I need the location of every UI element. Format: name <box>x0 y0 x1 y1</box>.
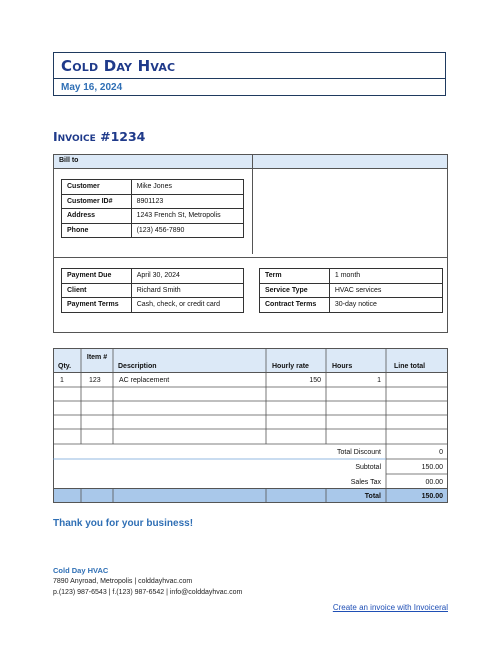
address-value: 1243 French St, Metropolis <box>131 209 243 224</box>
invoice-date: May 16, 2024 <box>61 82 123 93</box>
payment-terms-label: Payment Terms <box>62 298 132 313</box>
create-invoice-link[interactable]: Create an invoice with Invoiceral <box>332 603 448 612</box>
customer-id-value: 8901123 <box>131 194 243 209</box>
service-type-value: HVAC services <box>329 283 442 298</box>
footer-address-line: 7890 Anyroad, Metropolis | colddayhvac.com <box>53 578 193 585</box>
phone-label: Phone <box>62 223 132 238</box>
payment-terms-value: Cash, check, or credit card <box>131 298 243 313</box>
table-row <box>62 298 244 313</box>
contract-terms-value: 30-day notice <box>329 298 442 313</box>
term-label: Term <box>260 269 330 284</box>
header-item-number: Item # <box>86 354 108 361</box>
service-type-label: Service Type <box>260 283 330 298</box>
bill-to-label: Bill to <box>59 157 79 164</box>
customer-value: Mike Jones <box>131 180 243 195</box>
phone-value: (123) 456-7890 <box>131 223 243 238</box>
service-table <box>259 268 443 313</box>
invoice-number-title: Invoice #1234 <box>53 129 146 144</box>
address-label: Address <box>62 209 132 224</box>
total-value: 150.00 <box>421 493 443 500</box>
table-row <box>62 223 244 238</box>
invoice-header <box>53 52 446 96</box>
payment-due-label: Payment Due <box>62 269 132 284</box>
customer-label: Customer <box>62 180 132 195</box>
row1-hours: 1 <box>377 377 381 384</box>
header-description: Description <box>118 363 157 370</box>
customer-id-label: Customer ID# <box>62 194 132 209</box>
line-items-table <box>53 348 448 503</box>
term-value: 1 month <box>329 269 442 284</box>
customer-table <box>61 179 244 238</box>
table-row <box>62 269 244 284</box>
header-line-total: Line total <box>394 363 426 370</box>
table-row <box>260 269 443 284</box>
header-hours: Hours <box>332 363 353 370</box>
table-row <box>62 209 244 224</box>
row1-hourly-rate: 150 <box>309 377 321 384</box>
sales-tax-label: Sales Tax <box>350 479 381 486</box>
total-label: Total <box>364 493 381 500</box>
header-hourly-rate: Hourly rate <box>272 363 309 370</box>
client-value: Richard Smith <box>131 283 243 298</box>
row1-description: AC replacement <box>119 377 170 384</box>
table-row <box>62 180 244 195</box>
total-discount-value: 0 <box>439 449 443 456</box>
payment-due-value: April 30, 2024 <box>131 269 243 284</box>
table-row <box>62 194 244 209</box>
contract-terms-label: Contract Terms <box>260 298 330 313</box>
client-label: Client <box>62 283 132 298</box>
bill-to-header-bar <box>54 155 447 169</box>
row1-item-number: 123 <box>89 377 101 384</box>
payment-table <box>61 268 244 313</box>
subtotal-label: Subtotal <box>355 464 381 471</box>
sales-tax-value: 00.00 <box>425 479 443 486</box>
subtotal-value: 150.00 <box>421 464 443 471</box>
table-row <box>62 283 244 298</box>
bill-to-vertical-divider <box>252 155 253 254</box>
footer-company-name: Cold Day HVAC <box>53 566 109 575</box>
header-divider <box>54 78 445 79</box>
thank-you-message: Thank you for your business! <box>53 518 194 529</box>
table-row <box>260 298 443 313</box>
row1-qty: 1 <box>60 377 64 384</box>
bill-to-section <box>53 154 448 333</box>
header-qty: Qty. <box>58 363 72 370</box>
table-row <box>260 283 443 298</box>
total-discount-label: Total Discount <box>337 449 381 456</box>
bill-to-horizontal-divider <box>54 257 447 258</box>
footer-contact-line: p.(123) 987-6543 | f.(123) 987-6542 | info@colddayhvac.com <box>53 589 243 596</box>
company-title: Cold Day Hvac <box>61 57 176 75</box>
